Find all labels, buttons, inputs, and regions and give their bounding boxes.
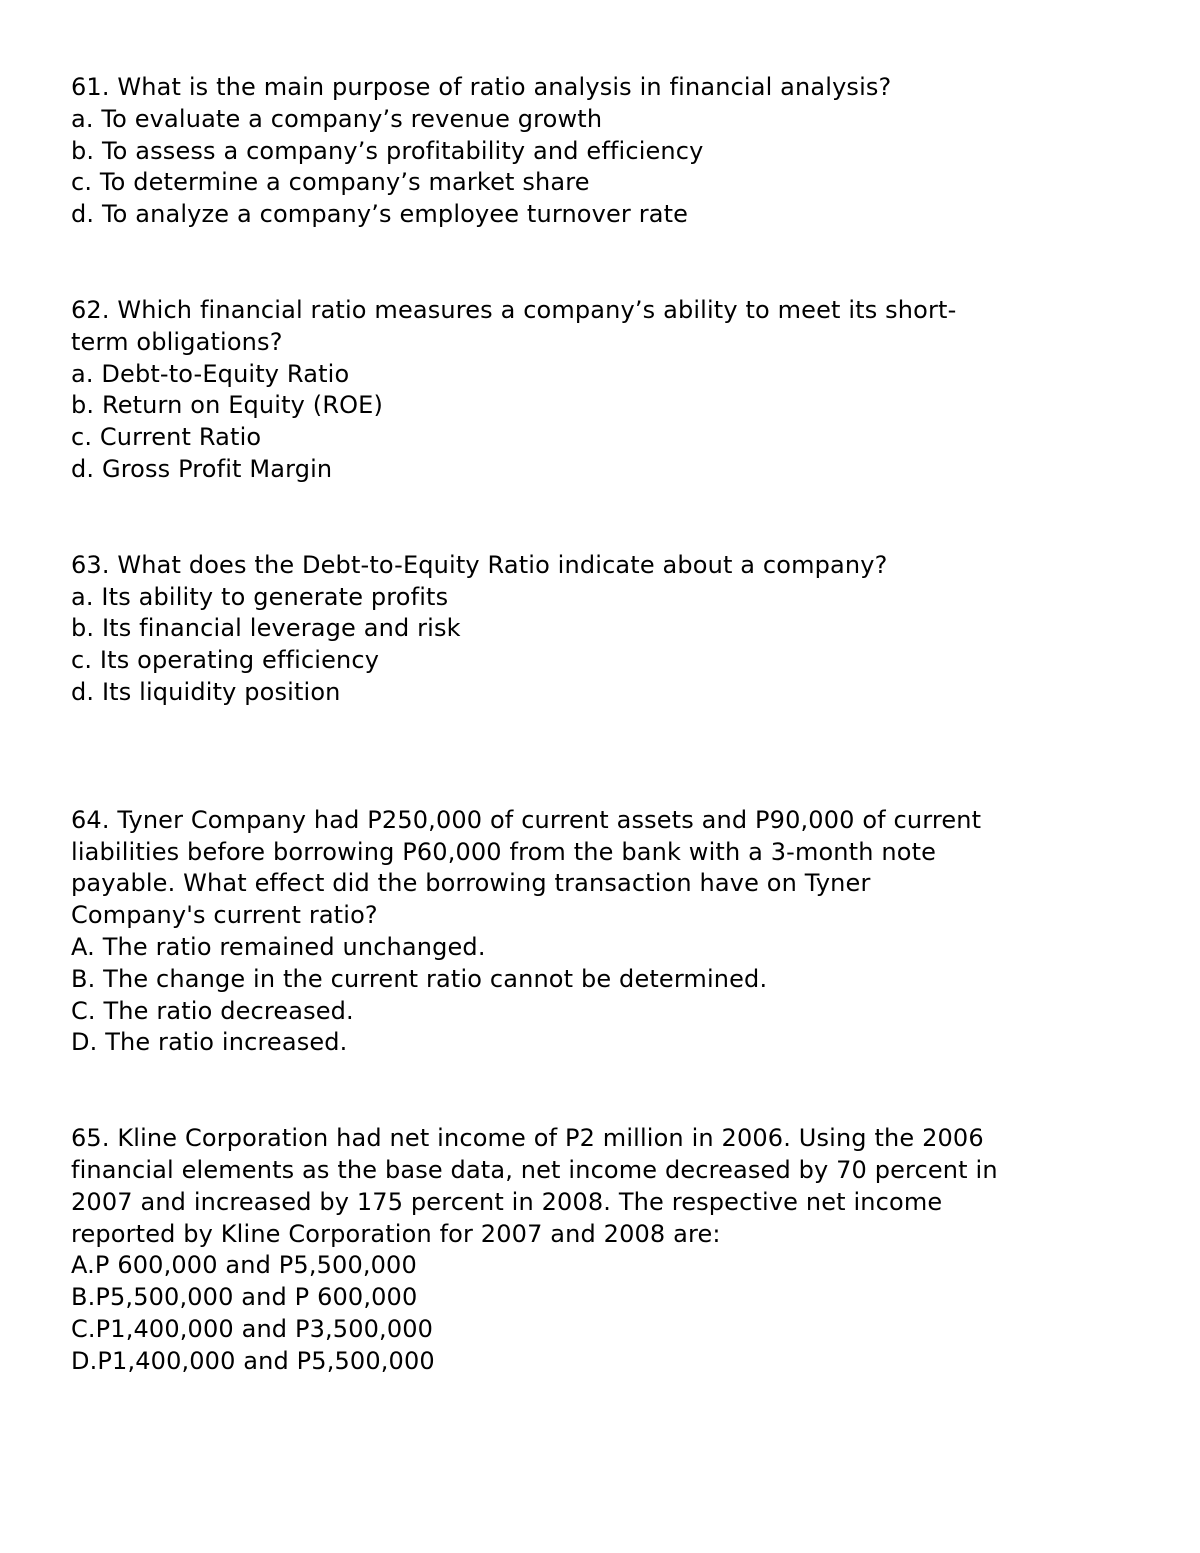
question-61-option-d: d. To analyze a company’s employee turnover rate — [71, 200, 689, 229]
question-61-option-a: a. To evaluate a company’s revenue growth — [71, 104, 603, 133]
question-63-option-b: b. Its financial leverage and risk — [71, 614, 461, 643]
question-65-stem-line-1: 65. Kline Corporation had net income of P2 million in 2006. Using the 2006 — [71, 1124, 984, 1153]
question-63-stem-line-1: 63. What does the Debt-to-Equity Ratio indicate about a company? — [71, 550, 888, 579]
question-64-option-a: A. The ratio remained unchanged. — [71, 932, 486, 961]
question-61-option-b: b. To assess a company’s profitability and efficiency — [71, 136, 704, 165]
question-63-option-c: c. Its operating efficiency — [71, 646, 380, 675]
question-64-stem-line-2: liabilities before borrowing P60,000 from the bank with a 3-month note — [71, 837, 937, 866]
question-61 — [71, 72, 1141, 231]
question-65 — [71, 1123, 1141, 1377]
question-64-stem-line-4: Company's current ratio? — [71, 901, 378, 930]
question-62-option-c: c. Current Ratio — [71, 423, 262, 452]
question-62-option-b: b. Return on Equity (ROE) — [71, 391, 384, 420]
question-65-option-c: C.P1,400,000 and P3,500,000 — [71, 1314, 434, 1343]
question-65-option-d: D.P1,400,000 and P5,500,000 — [71, 1346, 435, 1375]
question-62-stem-line-1: 62. Which financial ratio measures a company’s ability to meet its short- — [71, 295, 957, 324]
question-61-option-c: c. To determine a company’s market share — [71, 168, 590, 197]
question-61-stem-line-1: 61. What is the main purpose of ratio analysis in financial analysis? — [71, 73, 892, 101]
question-62-option-a: a. Debt-to-Equity Ratio — [71, 359, 350, 388]
question-65-option-b: B.P5,500,000 and P 600,000 — [71, 1283, 418, 1312]
question-63-option-d: d. Its liquidity position — [71, 677, 341, 706]
question-64-stem-line-3: payable. What effect did the borrowing transaction have on Tyner — [71, 869, 871, 898]
question-63 — [71, 550, 1141, 709]
question-62 — [71, 295, 1141, 486]
question-64-option-d: D. The ratio increased. — [71, 1028, 348, 1057]
question-62-option-d: d. Gross Profit Margin — [71, 454, 333, 483]
question-65-option-a: A.P 600,000 and P5,500,000 — [71, 1251, 417, 1280]
question-64-stem-line-1: 64. Tyner Company had P250,000 of current assets and P90,000 of current — [71, 805, 982, 834]
document-page — [71, 72, 1141, 1378]
question-65-stem-line-4: reported by Kline Corporation for 2007 and 2008 are: — [71, 1219, 721, 1248]
question-64-option-c: C. The ratio decreased. — [71, 996, 354, 1025]
question-62-stem-line-2: term obligations? — [71, 327, 283, 356]
question-64 — [71, 805, 1141, 1059]
question-64-option-b: B. The change in the current ratio cannot be determined. — [71, 964, 768, 993]
question-65-stem-line-2: financial elements as the base data, net income decreased by 70 percent in — [71, 1155, 998, 1184]
question-63-option-a: a. Its ability to generate profits — [71, 582, 449, 611]
question-65-stem-line-3: 2007 and increased by 175 percent in 2008. The respective net income — [71, 1187, 943, 1216]
